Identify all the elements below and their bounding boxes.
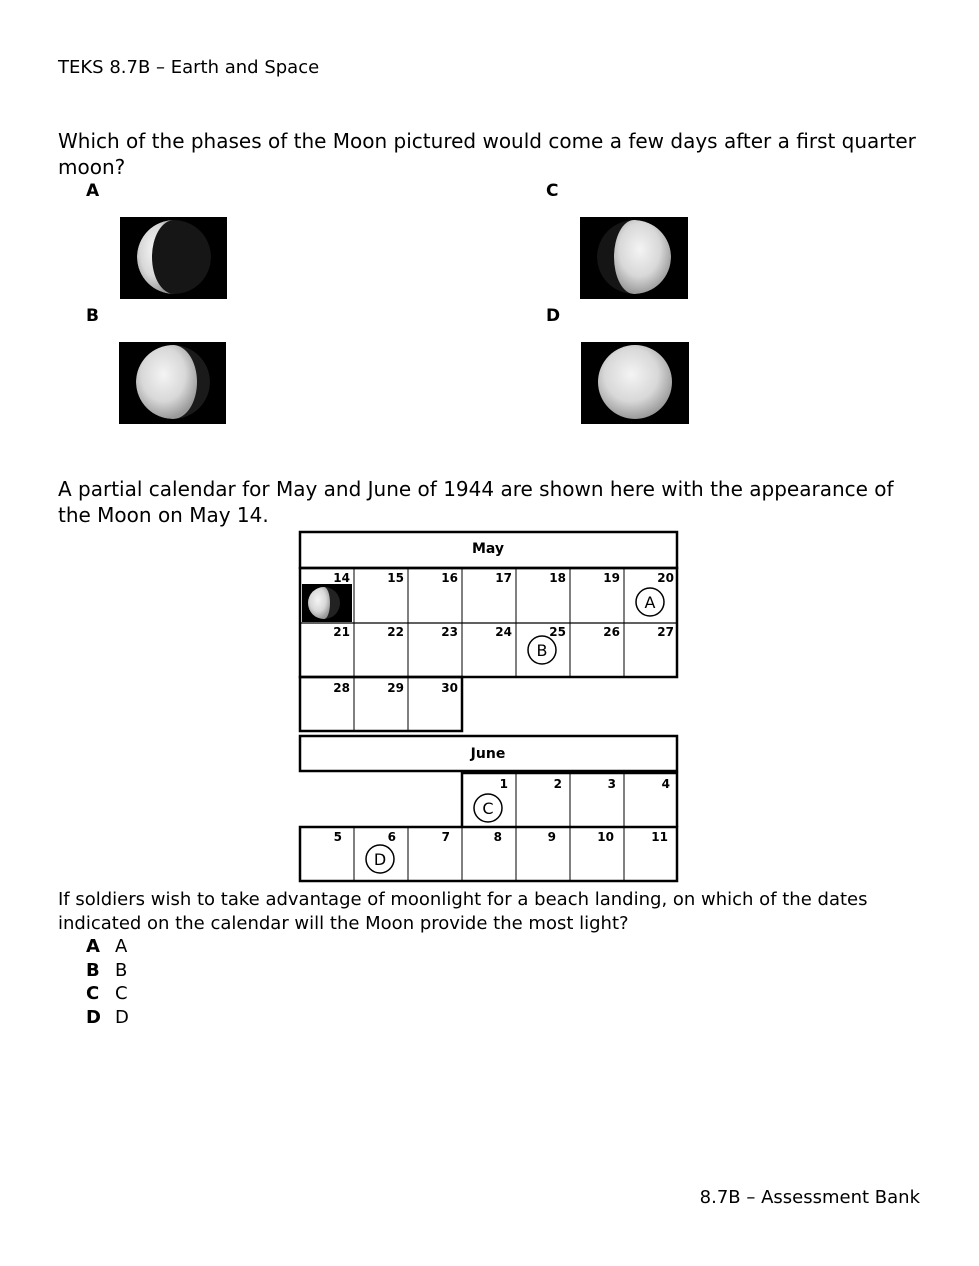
answer-letter: B — [86, 960, 100, 981]
date-june-4: 4 — [661, 777, 670, 791]
option-d-letter[interactable]: D — [546, 306, 561, 326]
date-june-7: 7 — [441, 830, 450, 844]
marker-a — [636, 588, 664, 616]
question-3-text: If soldiers wish to take advantage of moonlight for a beach landing, on which of the dates indicated on the calendar will the Moon provide the most light? — [58, 889, 868, 934]
answer-option-b[interactable] — [86, 960, 127, 981]
date-may-20: 20 — [657, 571, 674, 585]
svg-text:C: C — [482, 799, 494, 818]
date-may-27: 27 — [657, 625, 674, 639]
date-june-3: 3 — [607, 777, 616, 791]
date-may-17: 17 — [495, 571, 512, 585]
date-may-30: 30 — [441, 681, 458, 695]
marker-d — [366, 845, 394, 873]
answer-option-a[interactable] — [86, 936, 127, 957]
date-june-5: 5 — [333, 830, 342, 844]
date-may-19: 19 — [603, 571, 620, 585]
date-may-29: 29 — [387, 681, 404, 695]
svg-text:D: D — [373, 850, 387, 869]
date-may-18: 18 — [549, 571, 566, 585]
answer-option-d[interactable] — [86, 1007, 129, 1028]
date-may-24: 24 — [495, 625, 512, 639]
answer-letter: D — [86, 1007, 101, 1028]
date-june-1: 1 — [499, 777, 508, 791]
date-may-21: 21 — [333, 625, 350, 639]
date-june-9: 9 — [547, 830, 556, 844]
date-june-10: 10 — [597, 830, 614, 844]
gibbous-moon-icon[interactable] — [119, 342, 226, 424]
answer-letter: A — [86, 936, 100, 957]
may-14-moon-icon — [302, 584, 352, 622]
june-title: June — [470, 746, 506, 762]
svg-text:A: A — [644, 593, 656, 612]
page-header: TEKS 8.7B – Earth and Space — [58, 57, 320, 78]
date-may-16: 16 — [441, 571, 458, 585]
answer-text: B — [115, 960, 128, 981]
answer-text: D — [115, 1007, 129, 1028]
moon-calendar — [298, 530, 680, 884]
full-moon-icon[interactable] — [581, 342, 689, 424]
date-june-11: 11 — [651, 830, 668, 844]
crescent-moon-icon[interactable] — [120, 217, 227, 299]
answer-option-c[interactable] — [86, 983, 128, 1004]
page-footer: 8.7B – Assessment Bank — [699, 1187, 920, 1208]
gibbous-moon-icon[interactable] — [580, 217, 688, 299]
question-2-text: A partial calendar for May and June of 1944 are shown here with the appearance of the Moon on May 14. — [58, 477, 894, 527]
date-june-2: 2 — [553, 777, 562, 791]
option-b-letter[interactable]: B — [86, 306, 99, 326]
answer-text: C — [115, 983, 128, 1004]
marker-b — [528, 636, 556, 664]
answer-text: A — [115, 936, 128, 957]
date-may-26: 26 — [603, 625, 620, 639]
date-june-8: 8 — [493, 830, 502, 844]
date-may-14: 14 — [333, 571, 350, 585]
date-june-6: 6 — [387, 830, 396, 844]
date-may-15: 15 — [387, 571, 404, 585]
question-1-text: Which of the phases of the Moon pictured would come a few days after a first quarter moon? — [58, 129, 916, 179]
date-may-22: 22 — [387, 625, 404, 639]
marker-c — [474, 794, 502, 822]
may-title: May — [471, 541, 505, 557]
date-may-23: 23 — [441, 625, 458, 639]
option-a-letter[interactable]: A — [86, 181, 100, 201]
answer-letter: C — [86, 983, 100, 1004]
option-c-letter[interactable]: C — [546, 181, 559, 201]
date-may-28: 28 — [333, 681, 350, 695]
svg-text:B: B — [536, 641, 548, 660]
date-may-25: 25 — [549, 625, 566, 639]
